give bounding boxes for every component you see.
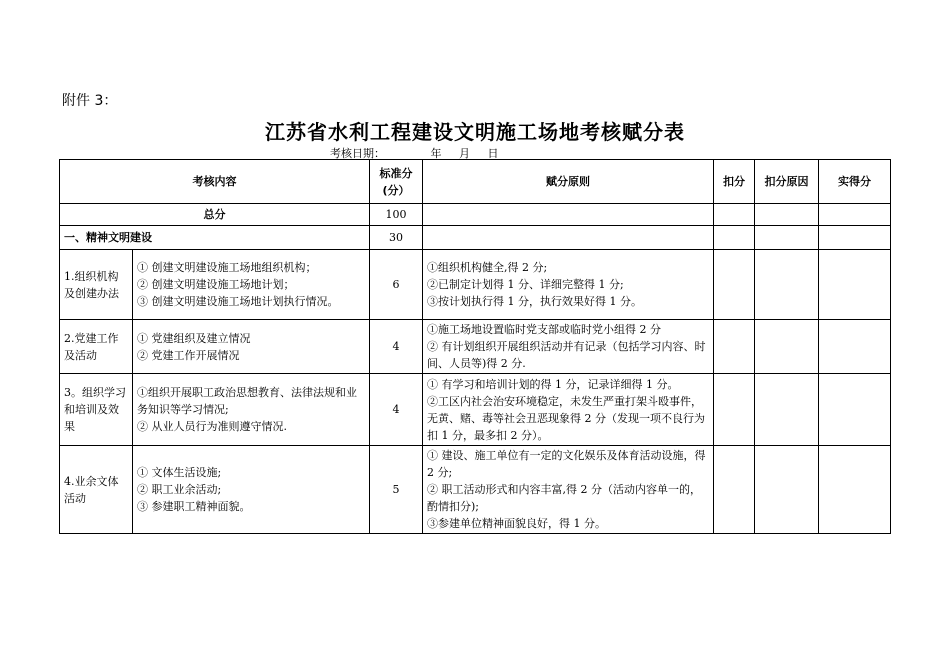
table-row — [60, 250, 891, 320]
total-label: 总分 — [60, 204, 370, 226]
header-deduct: 扣分 — [714, 160, 755, 204]
principle-line: ①施工场地设置临时党支部或临时党小组得 2 分 — [427, 323, 661, 336]
content-line: ① 文体生活设施; — [137, 466, 222, 479]
deduct-reason-cell[interactable] — [755, 250, 819, 320]
content-line: ① 党建组织及建立情况 — [137, 331, 251, 345]
table-row — [60, 446, 891, 534]
section-principle-cell[interactable] — [423, 226, 714, 250]
content-line: ② 创建文明建设施工场地计划； — [137, 278, 295, 291]
table-row — [60, 320, 891, 374]
item-score: 4 — [370, 320, 423, 374]
principle-line: ① 建设、施工单位有一定的文化娱乐及体育活动设施，得 2 分; — [427, 449, 706, 479]
principle-line: ②已制定计划得 1 分、详细完整得 1 分; — [427, 278, 624, 291]
date-year: 年 — [430, 147, 442, 160]
principle-line: ② 职工活动形式和内容丰富,得 2 分（活动内容单一的，酌情扣分); — [427, 483, 701, 513]
date-month: 月 — [459, 147, 470, 160]
total-deduct-cell[interactable] — [714, 204, 755, 226]
content-line: ② 从业人员行为准则遵守情况. — [137, 420, 287, 433]
header-standard-score — [370, 160, 423, 204]
section-row — [60, 226, 891, 250]
deduct-cell[interactable] — [714, 446, 755, 534]
principle-line: ③按计划执行得 1 分，执行效果好得 1 分。 — [427, 295, 642, 308]
total-reason-cell[interactable] — [755, 204, 819, 226]
attachment-label: 附件 3： — [62, 93, 118, 109]
item-name: 1.组织机构及创建办法 — [60, 250, 133, 320]
item-principle — [423, 320, 714, 374]
document-title: 江苏省水利工程建设文明施工场地考核赋分表 — [265, 120, 685, 144]
scoring-table — [59, 159, 891, 534]
item-content — [133, 374, 370, 446]
deduct-cell[interactable] — [714, 320, 755, 374]
content-line: ①组织开展职工政治思想教育、法律法规和业务知识等学习情况; — [137, 386, 357, 416]
header-principle: 赋分原则 — [423, 160, 714, 204]
deduct-cell[interactable] — [714, 250, 755, 320]
content-line: ② 党建工作开展情况 — [137, 348, 240, 362]
deduct-reason-cell[interactable] — [755, 320, 819, 374]
section-reason-cell[interactable] — [755, 226, 819, 250]
principle-line: ② 有计划组织开展组织活动并有记录（包括学习内容、时间、人员等)得 2 分. — [427, 340, 706, 370]
section-label: 一、精神文明建设 — [60, 226, 370, 250]
section-actual-cell[interactable] — [819, 226, 891, 250]
item-principle — [423, 250, 714, 320]
total-row — [60, 204, 891, 226]
item-principle — [423, 446, 714, 534]
actual-score-cell[interactable] — [819, 446, 891, 534]
header-deduct-reason: 扣分原因 — [755, 160, 819, 204]
total-actual-cell[interactable] — [819, 204, 891, 226]
date-label: 考核日期： — [330, 147, 385, 160]
item-name: 2.党建工作及活动 — [60, 320, 133, 374]
principle-line: ①组织机构健全,得 2 分; — [427, 261, 548, 274]
item-content — [133, 446, 370, 534]
content-line: ③ 创建文明建设施工场地计划执行情况。 — [137, 295, 339, 308]
actual-score-cell[interactable] — [819, 320, 891, 374]
item-principle — [423, 374, 714, 446]
deduct-reason-cell[interactable] — [755, 446, 819, 534]
table-row — [60, 374, 891, 446]
deduct-cell[interactable] — [714, 374, 755, 446]
header-actual-score: 实得分 — [819, 160, 891, 204]
item-name: 4.业余文体活动 — [60, 446, 133, 534]
item-score: 5 — [370, 446, 423, 534]
item-content — [133, 250, 370, 320]
principle-line: ① 有学习和培训计划的得 1 分，记录详细得 1 分。 — [427, 377, 679, 391]
principle-line: ②工区内社会治安环境稳定，未发生严重打架斗殴事件，无黄、赌、毒等社会丑恶现象得 2 分（发现一项不良行为扣 1 分，最多扣 2 分）。 — [427, 394, 705, 442]
principle-line: ③参建单位精神面貌良好，得 1 分。 — [427, 517, 606, 530]
content-line: ② 职工业余活动; — [137, 483, 222, 496]
header-standard-line1: 标准分 — [379, 166, 413, 180]
actual-score-cell[interactable] — [819, 374, 891, 446]
item-score: 4 — [370, 374, 423, 446]
date-day: 日 — [487, 147, 499, 160]
item-score: 6 — [370, 250, 423, 320]
content-line: ③ 参建职工精神面貌。 — [137, 500, 251, 513]
deduct-reason-cell[interactable] — [755, 374, 819, 446]
total-score: 100 — [370, 204, 423, 226]
actual-score-cell[interactable] — [819, 250, 891, 320]
section-score: 30 — [370, 226, 423, 250]
item-name: 3。组织学习和培训及效果 — [60, 374, 133, 446]
item-content — [133, 320, 370, 374]
section-deduct-cell[interactable] — [714, 226, 755, 250]
total-principle-cell[interactable] — [423, 204, 714, 226]
table-header-row — [60, 160, 891, 204]
content-line: ① 创建文明建设施工场地组织机构； — [137, 261, 317, 274]
header-content: 考核内容 — [60, 160, 370, 204]
header-standard-line2: (分） — [382, 183, 410, 197]
